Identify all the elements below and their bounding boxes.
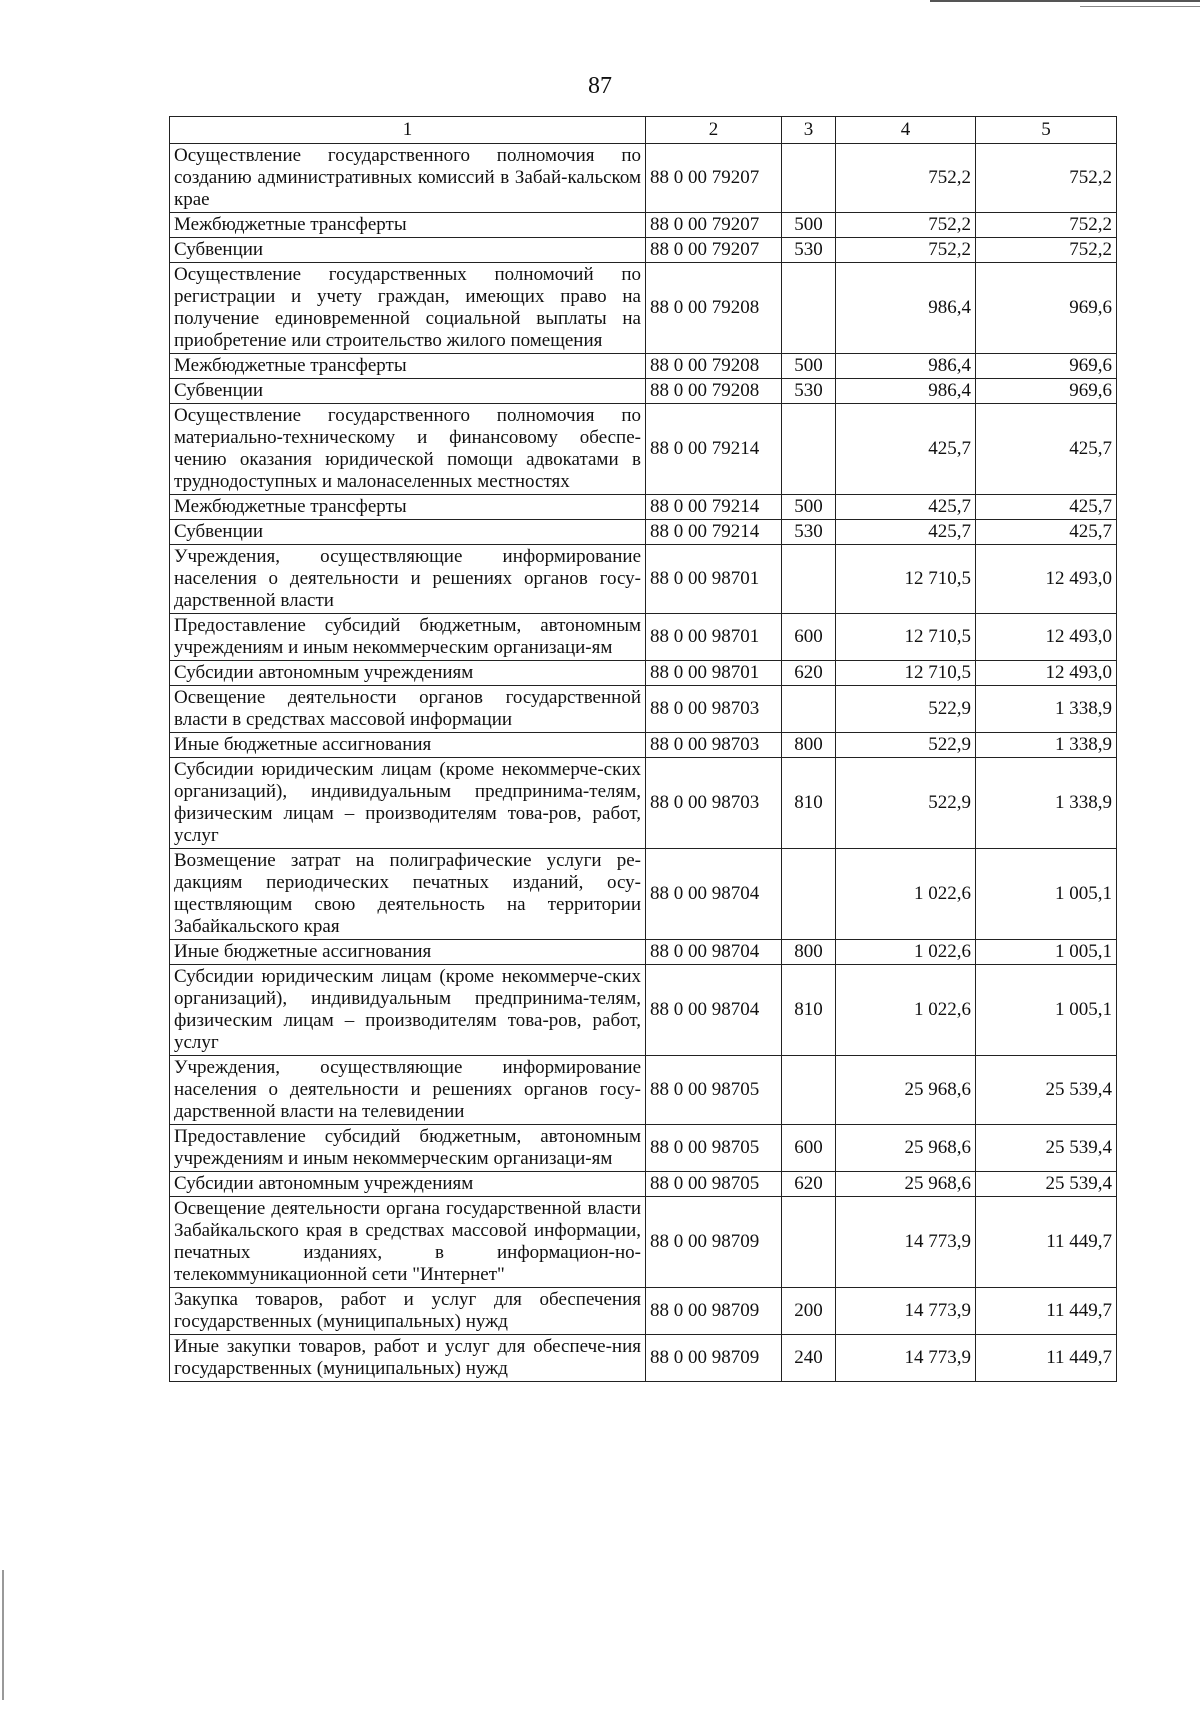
row-expense-type-cell: 500 (782, 354, 836, 379)
row-value-5-cell: 752,2 (976, 238, 1117, 263)
row-value-4-cell: 12 710,5 (836, 614, 976, 661)
row-expense-type-cell: 810 (782, 758, 836, 849)
table-header-row (170, 117, 1117, 144)
table-row (170, 614, 1117, 661)
row-value-5-cell: 11 449,7 (976, 1335, 1117, 1382)
row-value-4-cell: 752,2 (836, 213, 976, 238)
row-name-cell: Субсидии юридическим лицам (кроме некоммерче-ских организаций), индивидуальным предпринима-телям, физическим лицам – производителям това-ров, работ, услуг (170, 965, 646, 1056)
table-row (170, 1056, 1117, 1125)
table-row (170, 1125, 1117, 1172)
row-value-5-cell: 752,2 (976, 144, 1117, 213)
row-expense-type-cell (782, 545, 836, 614)
row-code-cell: 88 0 00 98709 (646, 1335, 782, 1382)
row-code-cell: 88 0 00 98704 (646, 940, 782, 965)
row-code-cell: 88 0 00 98703 (646, 758, 782, 849)
row-value-4-cell: 14 773,9 (836, 1288, 976, 1335)
row-code-cell: 88 0 00 98703 (646, 686, 782, 733)
column-header: 3 (782, 117, 836, 144)
table-row (170, 213, 1117, 238)
row-value-4-cell: 522,9 (836, 733, 976, 758)
row-code-cell: 88 0 00 98704 (646, 965, 782, 1056)
table-row (170, 758, 1117, 849)
row-expense-type-cell (782, 1056, 836, 1125)
row-name-cell: Осуществление государственного полномочия по созданию административных комиссий в Забай-кальском крае (170, 144, 646, 213)
row-code-cell: 88 0 00 79214 (646, 495, 782, 520)
row-value-4-cell: 986,4 (836, 379, 976, 404)
row-name-cell: Иные бюджетные ассигнования (170, 733, 646, 758)
row-code-cell: 88 0 00 98703 (646, 733, 782, 758)
row-value-4-cell: 752,2 (836, 144, 976, 213)
row-name-cell: Закупка товаров, работ и услуг для обеспечения государственных (муниципальных) нужд (170, 1288, 646, 1335)
row-expense-type-cell: 200 (782, 1288, 836, 1335)
row-code-cell: 88 0 00 98701 (646, 545, 782, 614)
row-expense-type-cell: 810 (782, 965, 836, 1056)
table-row (170, 686, 1117, 733)
row-expense-type-cell: 600 (782, 614, 836, 661)
row-value-5-cell: 11 449,7 (976, 1288, 1117, 1335)
row-value-5-cell: 1 005,1 (976, 965, 1117, 1056)
table-row (170, 1288, 1117, 1335)
row-value-5-cell: 12 493,0 (976, 614, 1117, 661)
row-code-cell: 88 0 00 98705 (646, 1125, 782, 1172)
row-name-cell: Предоставление субсидий бюджетным, автономным учреждениям и иным некоммерческим организаци-ям (170, 614, 646, 661)
row-value-5-cell: 1 338,9 (976, 686, 1117, 733)
row-value-5-cell: 969,6 (976, 354, 1117, 379)
row-code-cell: 88 0 00 79207 (646, 238, 782, 263)
scan-edge-line (2, 1570, 4, 1700)
row-value-4-cell: 12 710,5 (836, 545, 976, 614)
row-value-5-cell: 425,7 (976, 404, 1117, 495)
row-value-4-cell: 986,4 (836, 354, 976, 379)
row-code-cell: 88 0 00 98709 (646, 1288, 782, 1335)
table-row (170, 520, 1117, 545)
row-value-4-cell: 522,9 (836, 686, 976, 733)
row-name-cell: Субсидии автономным учреждениям (170, 661, 646, 686)
table-row (170, 849, 1117, 940)
row-name-cell: Субвенции (170, 238, 646, 263)
row-value-4-cell: 25 968,6 (836, 1125, 976, 1172)
table-row (170, 545, 1117, 614)
row-name-cell: Иные бюджетные ассигнования (170, 940, 646, 965)
page-number: 87 (588, 73, 612, 99)
row-value-5-cell: 425,7 (976, 520, 1117, 545)
row-name-cell: Субвенции (170, 379, 646, 404)
row-value-5-cell: 1 338,9 (976, 758, 1117, 849)
row-code-cell: 88 0 00 79208 (646, 263, 782, 354)
row-expense-type-cell (782, 1197, 836, 1288)
row-value-4-cell: 1 022,6 (836, 849, 976, 940)
table-row (170, 495, 1117, 520)
row-value-5-cell: 752,2 (976, 213, 1117, 238)
row-value-5-cell: 969,6 (976, 263, 1117, 354)
row-name-cell: Межбюджетные трансферты (170, 354, 646, 379)
scan-edge-line (1080, 6, 1200, 7)
row-name-cell: Межбюджетные трансферты (170, 213, 646, 238)
row-value-4-cell: 25 968,6 (836, 1172, 976, 1197)
row-expense-type-cell: 500 (782, 495, 836, 520)
row-value-4-cell: 425,7 (836, 520, 976, 545)
row-expense-type-cell: 240 (782, 1335, 836, 1382)
row-code-cell: 88 0 00 98701 (646, 614, 782, 661)
table-body (170, 117, 1117, 1382)
row-expense-type-cell: 800 (782, 940, 836, 965)
row-name-cell: Учреждения, осуществляющие информирование населения о деятельности и решениях органов госу-дарственной власти на телевидении (170, 1056, 646, 1125)
row-expense-type-cell: 530 (782, 238, 836, 263)
row-code-cell: 88 0 00 98705 (646, 1172, 782, 1197)
row-value-4-cell: 1 022,6 (836, 940, 976, 965)
row-value-5-cell: 12 493,0 (976, 545, 1117, 614)
row-value-5-cell: 25 539,4 (976, 1056, 1117, 1125)
row-name-cell: Межбюджетные трансферты (170, 495, 646, 520)
row-value-5-cell: 1 005,1 (976, 940, 1117, 965)
row-code-cell: 88 0 00 98701 (646, 661, 782, 686)
row-value-5-cell: 425,7 (976, 495, 1117, 520)
table-row (170, 238, 1117, 263)
row-value-4-cell: 14 773,9 (836, 1335, 976, 1382)
row-name-cell: Субсидии автономным учреждениям (170, 1172, 646, 1197)
column-header: 4 (836, 117, 976, 144)
row-value-4-cell: 425,7 (836, 404, 976, 495)
budget-table (169, 116, 1117, 1382)
row-code-cell: 88 0 00 79208 (646, 354, 782, 379)
table-row (170, 404, 1117, 495)
row-value-4-cell: 1 022,6 (836, 965, 976, 1056)
row-expense-type-cell (782, 144, 836, 213)
row-value-4-cell: 425,7 (836, 495, 976, 520)
table-row (170, 733, 1117, 758)
row-value-4-cell: 522,9 (836, 758, 976, 849)
column-header: 5 (976, 117, 1117, 144)
row-value-5-cell: 1 338,9 (976, 733, 1117, 758)
table-row (170, 379, 1117, 404)
row-code-cell: 88 0 00 79207 (646, 213, 782, 238)
row-name-cell: Иные закупки товаров, работ и услуг для обеспече-ния государственных (муниципальных) нужд (170, 1335, 646, 1382)
row-value-5-cell: 25 539,4 (976, 1172, 1117, 1197)
row-name-cell: Предоставление субсидий бюджетным, автономным учреждениям и иным некоммерческим организаци-ям (170, 1125, 646, 1172)
row-value-5-cell: 969,6 (976, 379, 1117, 404)
row-expense-type-cell: 500 (782, 213, 836, 238)
row-code-cell: 88 0 00 79208 (646, 379, 782, 404)
table-row (170, 144, 1117, 213)
table-row (170, 1197, 1117, 1288)
row-expense-type-cell: 530 (782, 379, 836, 404)
table-row (170, 1172, 1117, 1197)
column-header: 1 (170, 117, 646, 144)
row-value-4-cell: 752,2 (836, 238, 976, 263)
row-expense-type-cell (782, 263, 836, 354)
row-expense-type-cell: 530 (782, 520, 836, 545)
row-value-5-cell: 25 539,4 (976, 1125, 1117, 1172)
row-name-cell: Возмещение затрат на полиграфические услуги ре-дакциям периодических печатных изданий, осу-ществляющим свою деятельность на территории Забайкальского края (170, 849, 646, 940)
table-row (170, 661, 1117, 686)
row-name-cell: Субсидии юридическим лицам (кроме некоммерче-ских организаций), индивидуальным предпринима-телям, физическим лицам – производителям това-ров, работ, услуг (170, 758, 646, 849)
table-row (170, 263, 1117, 354)
row-name-cell: Учреждения, осуществляющие информирование населения о деятельности и решениях органов госу-дарственной власти (170, 545, 646, 614)
row-value-5-cell: 1 005,1 (976, 849, 1117, 940)
row-expense-type-cell: 620 (782, 661, 836, 686)
row-expense-type-cell: 620 (782, 1172, 836, 1197)
row-code-cell: 88 0 00 98709 (646, 1197, 782, 1288)
row-value-5-cell: 11 449,7 (976, 1197, 1117, 1288)
row-name-cell: Освещение деятельности органов государственной власти в средствах массовой информации (170, 686, 646, 733)
row-code-cell: 88 0 00 79207 (646, 144, 782, 213)
scan-edge-line (930, 0, 1200, 2)
table-row (170, 354, 1117, 379)
row-expense-type-cell (782, 849, 836, 940)
row-value-5-cell: 12 493,0 (976, 661, 1117, 686)
row-expense-type-cell: 800 (782, 733, 836, 758)
table-row (170, 965, 1117, 1056)
row-expense-type-cell: 600 (782, 1125, 836, 1172)
row-name-cell: Осуществление государственных полномочий по регистрации и учету граждан, имеющих право на получение единовременной социальной выплаты на приобретение или строительство жилого помещения (170, 263, 646, 354)
row-value-4-cell: 12 710,5 (836, 661, 976, 686)
row-value-4-cell: 986,4 (836, 263, 976, 354)
row-expense-type-cell (782, 686, 836, 733)
row-code-cell: 88 0 00 79214 (646, 404, 782, 495)
row-name-cell: Осуществление государственного полномочия по материально-техническому и финансовому обеспе-чению оказания юридической помощи адвокатами в труднодоступных и малонаселенных местностях (170, 404, 646, 495)
column-header: 2 (646, 117, 782, 144)
table-row (170, 940, 1117, 965)
row-name-cell: Освещение деятельности органа государственной власти Забайкальского края в средствах массовой информации, печатных изданиях, в информацион-но-телекоммуникационной сети "Интернет" (170, 1197, 646, 1288)
row-value-4-cell: 14 773,9 (836, 1197, 976, 1288)
row-value-4-cell: 25 968,6 (836, 1056, 976, 1125)
table-row (170, 1335, 1117, 1382)
row-expense-type-cell (782, 404, 836, 495)
row-name-cell: Субвенции (170, 520, 646, 545)
row-code-cell: 88 0 00 98704 (646, 849, 782, 940)
row-code-cell: 88 0 00 79214 (646, 520, 782, 545)
row-code-cell: 88 0 00 98705 (646, 1056, 782, 1125)
